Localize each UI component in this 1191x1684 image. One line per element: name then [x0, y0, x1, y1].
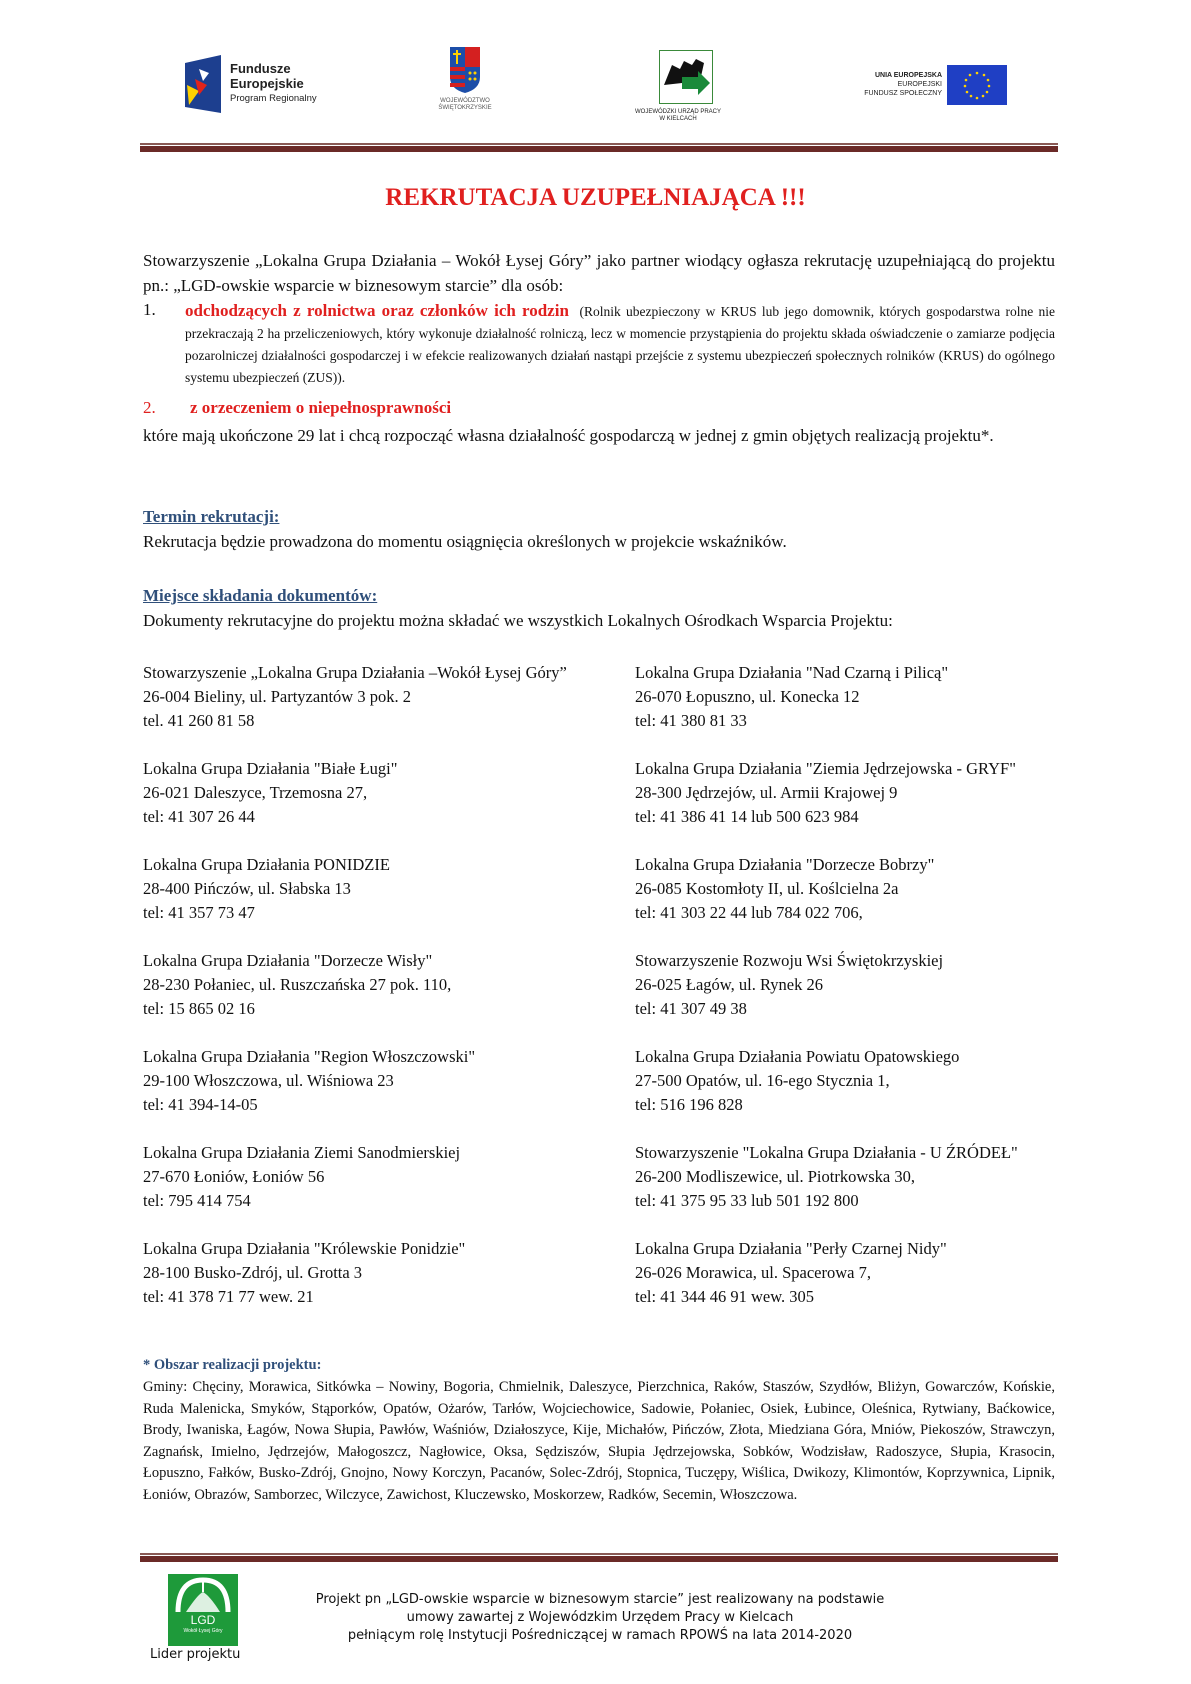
office-name: Lokalna Grupa Działania "Dorzecze Bobrzy" [635, 855, 935, 874]
footer-line: umowy zawartej z Wojewódzkim Urzędem Pracy w Kielcach [406, 1610, 794, 1625]
office-block [635, 1141, 1065, 1213]
logo-line: Wokół Łysej Góry [183, 1628, 223, 1634]
office-phone: tel: 41 344 46 91 wew. 305 [635, 1287, 815, 1306]
office-name: Lokalna Grupa Działania "Ziemia Jędrzejowska - GRYF" [635, 759, 1016, 778]
office-name: Stowarzyszenie Rozwoju Wsi Świętokrzyskiej [635, 951, 944, 970]
office-phone: tel: 795 414 754 [143, 1191, 251, 1210]
header-divider [140, 143, 1058, 152]
offices-left-column [143, 661, 583, 1333]
office-address: 26-070 Łopuszno, ul. Konecka 12 [635, 687, 860, 706]
office-address: 28-400 Pińczów, ul. Słabska 13 [143, 879, 351, 898]
office-name: Lokalna Grupa Działania "Nad Czarną i Pilicą" [635, 663, 949, 682]
offices-right-column [635, 661, 1065, 1333]
office-phone: tel: 41 303 22 44 lub 784 022 706, [635, 903, 863, 922]
section-heading: Termin rekrutacji: [143, 507, 280, 526]
logo-line: WOJEWÓDZTWO [440, 98, 490, 104]
office-address: 27-500 Opatów, ul. 16-ego Stycznia 1, [635, 1071, 890, 1090]
office-block [143, 853, 583, 925]
office-address: 28-300 Jędrzejów, ul. Armii Krajowej 9 [635, 783, 898, 802]
office-phone: tel: 41 375 95 33 lub 501 192 800 [635, 1191, 859, 1210]
section-heading: Miejsce składania dokumentów: [143, 586, 378, 605]
logo-line: Program Regionalny [230, 93, 317, 104]
eu-flag-icon [947, 65, 1007, 105]
office-block [635, 661, 1065, 733]
list-item-2 [143, 397, 1055, 419]
office-address: 28-100 Busko-Zdrój, ul. Grotta 3 [143, 1263, 363, 1282]
footer-text [280, 1591, 920, 1645]
office-phone: tel: 41 307 49 38 [635, 999, 747, 1018]
office-block [143, 949, 583, 1021]
office-phone: tel: 516 196 828 [635, 1095, 743, 1114]
page-title: REKRUTACJA UZUPEŁNIAJĄCA !!! [385, 184, 806, 211]
list-number: 2. [143, 398, 156, 417]
office-phone: tel: 41 307 26 44 [143, 807, 255, 826]
miejsce-section [143, 583, 1055, 633]
office-phone: tel: 41 378 71 77 wew. 21 [143, 1287, 314, 1306]
office-block [635, 949, 1065, 1021]
logo-line: UNIA EUROPEJSKA [874, 72, 942, 79]
office-block [143, 757, 583, 829]
office-name: Lokalna Grupa Działania Powiatu Opatowskiego [635, 1047, 960, 1066]
obszar-heading: * Obszar realizacji projektu: [143, 1357, 322, 1373]
office-phone: tel. 41 260 81 58 [143, 711, 255, 730]
logo-line: ŚWIĘTOKRZYSKIE [438, 105, 492, 111]
section-text: Rekrutacja będzie prowadzona do momentu osiągnięcia określonych w projekcie wskaźników. [143, 532, 787, 551]
logo-line: FUNDUSZ SPOŁECZNY [864, 90, 942, 97]
logo-line: LGD [190, 1613, 216, 1627]
office-address: 26-004 Bieliny, ul. Partyzantów 3 pok. 2 [143, 687, 411, 706]
office-address: 26-200 Modliszewice, ul. Piotrkowska 30, [635, 1167, 916, 1186]
office-address: 27-670 Łoniów, Łoniów 56 [143, 1167, 325, 1186]
office-address: 26-085 Kostomłoty II, ul. Koślcielna 2a [635, 879, 899, 898]
eu-efs-logo [850, 65, 1010, 107]
logo-line: WOJEWÓDZKI URZĄD PRACY [634, 109, 721, 115]
section-text: Dokumenty rekrutacyjne do projektu można składać we wszystkich Lokalnych Ośrodkach Wsparcia Projektu: [143, 611, 893, 630]
office-phone: tel: 41 386 41 14 lub 500 623 984 [635, 807, 859, 826]
logo-line: Fundusze [230, 61, 291, 76]
wojewodztwo-swietokrzyskie-logo [430, 47, 500, 122]
list-item-1 [143, 300, 1055, 389]
office-block [635, 853, 1065, 925]
intro-paragraph: Stowarzyszenie „Lokalna Grupa Działania – Wokół Łysej Góry” jako partner wiodący ogłasza rekrutację uzupełniającą do projektu pn.: „LGD-owskie wsparcie w biznesowym starcie” dla osób: [143, 251, 1055, 295]
office-name: Lokalna Grupa Działania "Dorzecze Wisły" [143, 951, 433, 970]
office-block [143, 661, 583, 733]
office-address: 26-021 Daleszyce, Trzemosna 27, [143, 783, 368, 802]
obszar-gminy: Gminy: Chęciny, Morawica, Sitkówka – Nowiny, Bogoria, Chmielnik, Daleszyce, Pierzchnica, Raków, Staszów, Szydłów, Bliżyn, Gowarczów, Końskie, Ruda Malenicka, Smyków, Stąporków, Opatów, Ożarów, Tarłów, Wojciechowice, Sadowie, Połaniec, Osiek, Łubince, Oleśnica, Rytwiany, Baćkowice, Brody, Iwaniska, Łagów, Nowa Słupia, Pawłów, Waśniów, Działoszyce, Kije, Michałów, Pińczów, Złota, Miedziana Góra, Mniów, Piekoszów, Strawczyn, Zagnańsk, Imielno, Jędrzejów, Małogoszcz, Nagłowice, Oksa, Sędziszów, Słupia Jędrzejowska, Sobków, Wodzisław, Radoszyce, Słupia, Krasocin, Łopuszno, Fałków, Busko-Zdrój, Gnojno, Nowy Korczyn, Pacanów, Solec-Zdrój, Stopnica, Tuczępy, Wiślica, Dwikozy, Klimontów, Koprzywnica, Lipnik, Łoniów, Obrazów, Samborzec, Wilczyce, Zawichost, Kluczewsko, Moskorzew, Radków, Secemin, Włoszczowa. [143, 1379, 1055, 1503]
office-name: Lokalna Grupa Działania "Perły Czarnej Nidy" [635, 1239, 947, 1258]
office-block [143, 1045, 583, 1117]
list-bold-text: z orzeczeniem o niepełnosprawności [190, 398, 452, 417]
eligibility-paragraph: które mają ukończone 29 lat i chcą rozpocząć własna działalność gospodarczą w jednej z gmin objętych realizacją projektu*. [143, 426, 994, 445]
footer-line: Projekt pn „LGD-owskie wsparcie w biznesowym starcie” jest realizowany na podstawie [315, 1592, 885, 1607]
office-block [143, 1237, 583, 1309]
list-number: 1. [143, 300, 156, 319]
list-detail: (Rolnik ubezpieczony w KRUS lub jego domownik, których gospodarstwa rolne nie przekraczają 2 ha przeliczeniowych, który wykonuje działalność rolniczą, lecz w momencie przystąpienia do projektu składa oświadczenie o zamiarze podjęcia pozarolniczej działalności gospodarczej i w efekcie realizowanych działań nastąpi przejście z systemu ubezpieczeń społecznych rolników (KRUS) do ogólnego systemu ubezpieczeń (ZUS)). [185, 304, 1055, 385]
office-name: Lokalna Grupa Działania PONIDZIE [143, 855, 390, 874]
fundusze-europejskie-logo [185, 55, 335, 113]
office-block [635, 757, 1065, 829]
logo-line: Europejskie [230, 76, 304, 91]
logo-line: EUROPEJSKI [897, 81, 942, 88]
leader-label: Lider projektu [150, 1647, 241, 1662]
office-address: 28-230 Połaniec, ul. Ruszczańska 27 pok. 110, [143, 975, 452, 994]
office-block [143, 1141, 583, 1213]
wup-kielce-logo [628, 50, 728, 125]
termin-section [143, 504, 1055, 554]
footer-line: pełniącym rolę Instytucji Pośredniczącej w ramach RPOWŚ na lata 2014-2020 [347, 1628, 853, 1643]
office-name: Stowarzyszenie „Lokalna Grupa Działania –Wokół Łysej Góry” [143, 663, 567, 682]
lgd-logo [168, 1574, 238, 1646]
office-address: 26-026 Morawica, ul. Spacerowa 7, [635, 1263, 871, 1282]
office-block [635, 1045, 1065, 1117]
office-phone: tel: 41 394-14-05 [143, 1095, 258, 1114]
office-name: Lokalna Grupa Działania "Królewskie Ponidzie" [143, 1239, 466, 1258]
office-address: 29-100 Włoszczowa, ul. Wiśniowa 23 [143, 1071, 394, 1090]
office-phone: tel: 41 357 73 47 [143, 903, 255, 922]
office-address: 26-025 Łagów, ul. Rynek 26 [635, 975, 823, 994]
logo-line: W KIELCACH [659, 116, 697, 122]
office-name: Lokalna Grupa Działania Ziemi Sanodmierskiej [143, 1143, 461, 1162]
footer-divider [140, 1553, 1058, 1562]
office-name: Stowarzyszenie "Lokalna Grupa Działania - U ŹRÓDEŁ" [635, 1143, 1018, 1162]
office-phone: tel: 15 865 02 16 [143, 999, 255, 1018]
list-bold-text: odchodzących z rolnictwa oraz członków ich rodzin [185, 301, 569, 320]
office-block [635, 1237, 1065, 1309]
office-phone: tel: 41 380 81 33 [635, 711, 747, 730]
office-name: Lokalna Grupa Działania "Region Włoszczowski" [143, 1047, 476, 1066]
office-name: Lokalna Grupa Działania "Białe Ługi" [143, 759, 398, 778]
